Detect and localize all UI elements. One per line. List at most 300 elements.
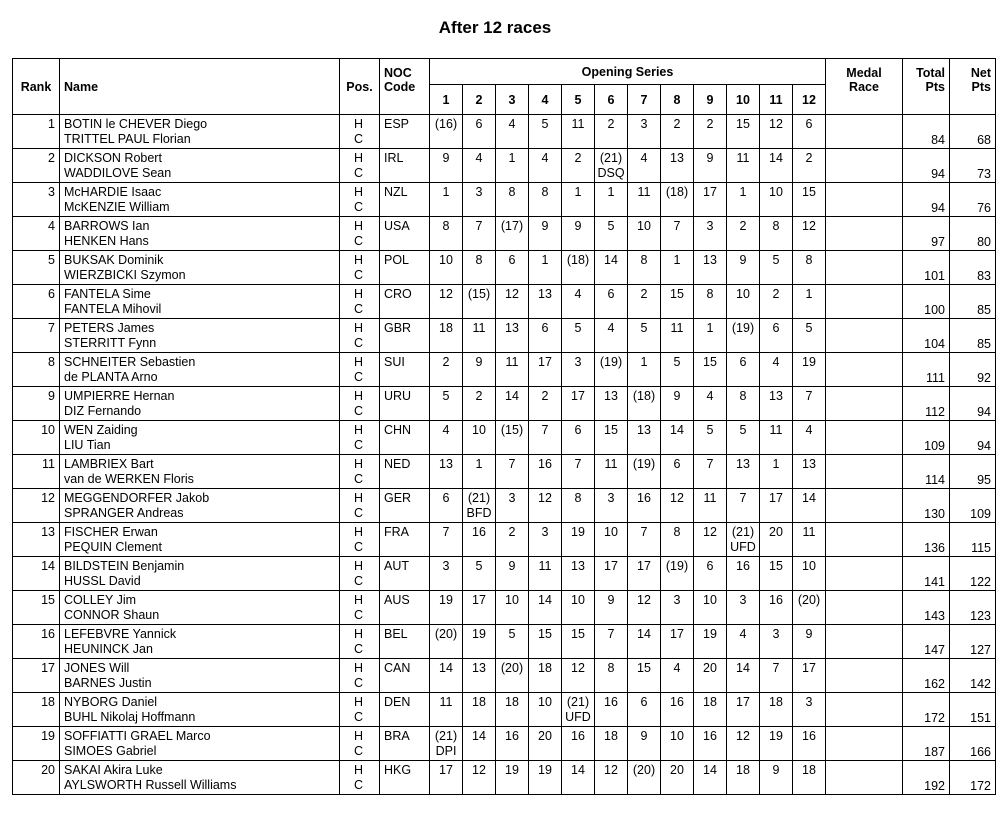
crew-name: van de WERKEN Floris [64,472,194,486]
race-result-cell [463,319,496,353]
race-score: 19 [472,627,486,641]
race-result-cell [694,693,727,727]
race-result-cell [496,727,529,761]
position-cell [340,421,380,455]
race-score: 12 [703,525,717,539]
race-result-cell [430,659,463,693]
helm-name: SAKAI Akira Luke [64,763,163,777]
race-score: (19) [665,559,689,573]
race-score: 17 [769,491,783,505]
race-score: 6 [508,253,516,267]
race-result-cell [562,387,595,421]
race-result-cell [463,251,496,285]
race-score: 2 [607,117,615,131]
position-cell [340,149,380,183]
race-score: 8 [607,661,615,675]
race-result-cell [661,285,694,319]
race-number-header: 12 [793,85,826,115]
race-result-cell [595,217,628,251]
race-score: 8 [805,253,813,267]
race-score: 17 [571,389,585,403]
race-score: 6 [739,355,747,369]
crew-name: PEQUIN Clement [64,540,162,554]
crew-position: C [354,472,364,486]
noc-code-cell: HKG [380,761,430,795]
race-score: (21) [434,729,458,743]
race-result-cell [727,727,760,761]
race-score: 10 [604,525,618,539]
crew-name: McKENZIE William [64,200,170,214]
name-cell [60,659,340,693]
race-score: 4 [739,627,747,641]
name-cell [60,455,340,489]
total-points-cell: 162 [903,659,950,693]
crew-position: C [354,336,364,350]
race-result-cell [562,557,595,591]
race-score: 13 [439,457,453,471]
race-score: 8 [739,389,747,403]
race-score: 19 [703,627,717,641]
race-result-cell [694,251,727,285]
net-points-cell: 109 [950,489,996,523]
race-result-cell [595,727,628,761]
race-score: 16 [703,729,717,743]
race-score: 13 [637,423,651,437]
race-score: 1 [475,457,483,471]
race-result-cell [694,625,727,659]
race-score: 3 [772,627,780,641]
race-result-cell [661,183,694,217]
name-cell [60,523,340,557]
race-score: 4 [508,117,516,131]
race-result-cell [595,591,628,625]
race-result-cell [727,455,760,489]
race-score: 1 [739,185,747,199]
race-score: 12 [505,287,519,301]
race-result-cell [727,591,760,625]
crew-position: C [354,744,364,758]
race-score: 14 [769,151,783,165]
race-score: 18 [736,763,750,777]
race-score: 6 [442,491,450,505]
race-score: 12 [439,287,453,301]
race-score: 20 [769,525,783,539]
helm-position: H [354,559,364,573]
race-result-cell [529,591,562,625]
race-result-cell [529,659,562,693]
race-number-header: 9 [694,85,727,115]
name-cell [60,489,340,523]
race-score: 16 [670,695,684,709]
race-result-cell [628,455,661,489]
race-result-cell [661,659,694,693]
race-result-cell [430,455,463,489]
race-result-cell [430,183,463,217]
race-number-header: 3 [496,85,529,115]
rank-cell: 3 [13,183,60,217]
race-result-cell [628,217,661,251]
race-score: 19 [802,355,816,369]
helm-name: FANTELA Sime [64,287,151,301]
race-score: 15 [538,627,552,641]
race-result-cell [628,761,661,795]
race-result-cell [793,251,826,285]
race-score: 6 [475,117,483,131]
noc-code-cell: CAN [380,659,430,693]
race-result-cell [727,625,760,659]
race-result-cell [595,115,628,149]
noc-code-cell: POL [380,251,430,285]
race-score: 7 [673,219,681,233]
race-result-cell [694,591,727,625]
race-score: 18 [472,695,486,709]
race-score: 19 [571,525,585,539]
race-result-cell [529,693,562,727]
race-score: 5 [739,423,747,437]
helm-name: COLLEY Jim [64,593,137,607]
race-number-header: 8 [661,85,694,115]
race-score: (19) [599,355,623,369]
race-result-cell [430,387,463,421]
medal-race-cell [826,251,903,285]
race-result-cell [562,727,595,761]
race-score: 9 [739,253,747,267]
race-score: 4 [772,355,780,369]
race-result-cell [595,489,628,523]
race-result-cell [727,149,760,183]
race-score: 2 [673,117,681,131]
race-result-cell [661,251,694,285]
race-score: 12 [769,117,783,131]
race-score: 16 [802,729,816,743]
race-score: 12 [736,729,750,743]
helm-name: NYBORG Daniel [64,695,158,709]
helm-position: H [354,355,364,369]
race-score: (15) [467,287,491,301]
race-score: (18) [632,389,656,403]
race-result-cell [529,353,562,387]
race-result-cell [463,285,496,319]
helm-name: JONES Will [64,661,130,675]
race-result-cell [529,251,562,285]
table-row [13,557,996,591]
name-cell [60,217,340,251]
race-result-cell [463,557,496,591]
name-cell [60,149,340,183]
race-score: 3 [706,219,714,233]
race-result-cell [727,115,760,149]
race-score: (21) [599,151,623,165]
race-result-cell [628,353,661,387]
crew-name: WIERZBICKI Szymon [64,268,186,282]
noc-code-cell: IRL [380,149,430,183]
race-result-cell [628,319,661,353]
race-result-cell [496,761,529,795]
race-result-cell [760,115,793,149]
race-result-cell [760,421,793,455]
race-score: 7 [541,423,549,437]
race-score: 10 [802,559,816,573]
race-score: 10 [571,593,585,607]
race-score: 14 [736,661,750,675]
race-result-cell [760,761,793,795]
race-result-cell [727,761,760,795]
race-result-cell [529,727,562,761]
race-score: 9 [673,389,681,403]
race-score: 10 [472,423,486,437]
results-body [13,115,996,795]
race-result-cell [727,353,760,387]
crew-position: C [354,438,364,452]
total-points-cell: 94 [903,183,950,217]
race-result-cell [529,387,562,421]
noc-code-cell: USA [380,217,430,251]
race-score: 9 [805,627,813,641]
race-score: 10 [637,219,651,233]
race-result-cell [529,557,562,591]
race-score: 10 [703,593,717,607]
race-number-header: 6 [595,85,628,115]
race-result-cell [694,387,727,421]
noc-code-cell: GER [380,489,430,523]
table-row [13,421,996,455]
helm-position: H [354,593,364,607]
race-result-cell [529,115,562,149]
race-result-cell [760,659,793,693]
race-result-cell [496,285,529,319]
race-score: 15 [670,287,684,301]
race-score: 17 [538,355,552,369]
race-score: 2 [739,219,747,233]
table-row [13,251,996,285]
race-score: (20) [500,661,524,675]
race-result-cell [661,115,694,149]
race-score: 17 [637,559,651,573]
race-result-cell [793,659,826,693]
race-score: 14 [670,423,684,437]
crew-name: BARNES Justin [64,676,152,690]
race-result-cell [595,251,628,285]
race-score: 8 [673,525,681,539]
race-result-cell [496,421,529,455]
rank-cell: 5 [13,251,60,285]
race-result-cell [496,455,529,489]
race-result-cell [562,659,595,693]
helm-position: H [354,661,364,675]
race-result-cell [463,421,496,455]
race-result-cell [496,523,529,557]
race-result-cell [529,217,562,251]
crew-position: C [354,268,364,282]
race-score: 11 [637,185,651,199]
race-result-cell [661,319,694,353]
race-score: 17 [472,593,486,607]
crew-name: de PLANTA Arno [64,370,158,384]
race-result-cell [529,523,562,557]
race-result-cell [496,353,529,387]
race-score: 8 [640,253,648,267]
position-cell [340,387,380,421]
penalty-code: DSQ [597,166,625,180]
medal-race-cell [826,387,903,421]
race-result-cell [694,659,727,693]
crew-position: C [354,574,364,588]
race-score: 1 [541,253,549,267]
race-result-cell [430,591,463,625]
race-score: 13 [505,321,519,335]
race-result-cell [463,183,496,217]
race-result-cell [793,489,826,523]
total-header-line2: Pts [925,80,945,94]
noc-header-line2: Code [384,80,416,94]
noc-code-cell: NZL [380,183,430,217]
crew-position: C [354,540,364,554]
race-result-cell [727,523,760,557]
race-result-cell [727,217,760,251]
race-result-cell [430,115,463,149]
medal-race-cell [826,727,903,761]
race-score: 14 [637,627,651,641]
race-score: 8 [772,219,780,233]
race-result-cell [529,285,562,319]
race-result-cell [793,727,826,761]
race-result-cell [793,625,826,659]
medal-race-cell [826,557,903,591]
race-score: 14 [571,763,585,777]
race-score: 11 [571,117,585,131]
rank-cell: 8 [13,353,60,387]
race-result-cell [463,455,496,489]
race-score: 16 [571,729,585,743]
race-result-cell [595,523,628,557]
race-score: 3 [739,593,747,607]
race-result-cell [628,557,661,591]
name-cell [60,251,340,285]
race-score: 18 [802,763,816,777]
total-points-cell: 101 [903,251,950,285]
name-cell [60,693,340,727]
medal-race-header [826,59,903,115]
crew-position: C [354,710,364,724]
position-cell [340,251,380,285]
race-score: 14 [505,389,519,403]
race-result-cell [628,727,661,761]
position-cell [340,319,380,353]
position-cell [340,523,380,557]
table-row [13,353,996,387]
crew-name: HUSSL David [64,574,141,588]
race-result-cell [694,183,727,217]
race-result-cell [463,387,496,421]
rank-cell: 20 [13,761,60,795]
helm-name: LAMBRIEX Bart [64,457,154,471]
race-result-cell [430,285,463,319]
race-result-cell [694,455,727,489]
race-result-cell [529,421,562,455]
race-result-cell [430,557,463,591]
race-result-cell [463,149,496,183]
medal-race-cell [826,761,903,795]
helm-position: H [354,695,364,709]
race-result-cell [562,489,595,523]
race-result-cell [793,115,826,149]
race-result-cell [463,625,496,659]
race-score: 5 [475,559,483,573]
race-result-cell [496,557,529,591]
race-score: 1 [706,321,714,335]
crew-position: C [354,608,364,622]
race-result-cell [793,217,826,251]
helm-position: H [354,117,364,131]
race-score: 6 [541,321,549,335]
helm-position: H [354,219,364,233]
table-row [13,523,996,557]
race-score: 7 [574,457,582,471]
helm-position: H [354,287,364,301]
noc-code-cell: AUS [380,591,430,625]
race-score: 7 [475,219,483,233]
race-result-cell [529,319,562,353]
race-result-cell [793,523,826,557]
race-number-header: 5 [562,85,595,115]
medal-race-cell [826,591,903,625]
race-score: 11 [670,321,684,335]
medal-race-cell [826,693,903,727]
helm-name: MEGGENDORFER Jakob [64,491,210,505]
race-result-cell [661,591,694,625]
helm-position: H [354,525,364,539]
race-score: 8 [706,287,714,301]
race-result-cell [463,761,496,795]
race-score: 6 [607,287,615,301]
name-cell [60,421,340,455]
race-result-cell [430,421,463,455]
race-result-cell [727,387,760,421]
race-result-cell [496,693,529,727]
race-result-cell [793,183,826,217]
race-score: 9 [508,559,516,573]
race-result-cell [760,319,793,353]
race-score: 3 [673,593,681,607]
race-score: 17 [802,661,816,675]
race-result-cell [562,319,595,353]
race-result-cell [496,251,529,285]
total-points-cell: 109 [903,421,950,455]
helm-name: BOTIN le CHEVER Diego [64,117,208,131]
crew-name: SIMOES Gabriel [64,744,157,758]
race-result-cell [529,625,562,659]
rank-cell: 6 [13,285,60,319]
table-row [13,455,996,489]
position-cell [340,455,380,489]
table-row [13,591,996,625]
race-result-cell [628,183,661,217]
race-result-cell [562,693,595,727]
race-score: 10 [505,593,519,607]
race-score: 12 [637,593,651,607]
race-score: 17 [703,185,717,199]
crew-name: TRITTEL PAUL Florian [64,132,191,146]
race-score: 4 [640,151,648,165]
race-result-cell [595,285,628,319]
rank-cell: 18 [13,693,60,727]
name-cell [60,285,340,319]
race-result-cell [562,625,595,659]
race-result-cell [628,523,661,557]
race-score: 14 [604,253,618,267]
net-points-cell: 166 [950,727,996,761]
race-score: 5 [805,321,813,335]
